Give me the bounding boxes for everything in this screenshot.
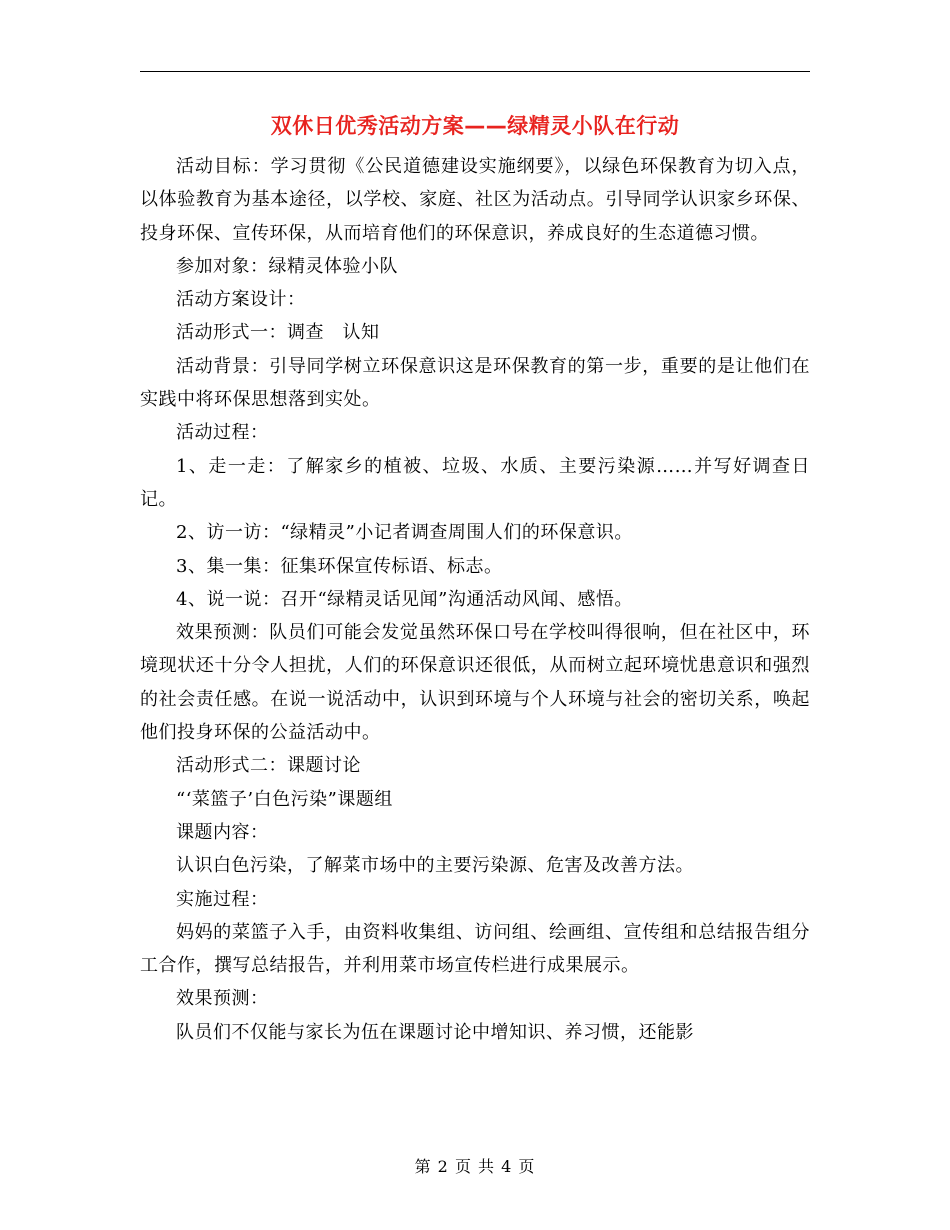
document-body — [140, 150, 810, 1049]
list-item-collect: 3、集一集：征集环保宣传标语、标志。 — [176, 555, 503, 577]
paragraph-effect-two: 队员们不仅能与家长为伍在课题讨论中增知识、养习惯，还能影 — [176, 1021, 694, 1043]
paragraph-effect-one: 效果预测：队员们可能会发觉虽然环保口号在学校叫得很响，但在社区中，环境现状还十分令人担扰，人们的环保意识还很低，从而树立起环境忧患意识和强烈的社会责任感。在说一说活动中，认识到环境与个人环境与社会的密切关系，唤起他们投身环保的公益活动中。 — [140, 622, 810, 744]
paragraph-topic-content: 认识白色污染，了解菜市场中的主要污染源、危害及改善方法。 — [176, 855, 694, 877]
paragraph-background: 活动背景：引导同学树立环保意识这是环保教育的第一步，重要的是让他们在实践中将环保思想落到实处。 — [140, 355, 810, 411]
page-number: 第 2 页 共 4 页 — [414, 1157, 536, 1176]
paragraph-process-heading: 活动过程： — [176, 422, 269, 444]
paragraph-topic-group: “‘菜篮子’白色污染”课题组 — [176, 788, 393, 810]
paragraph-participants: 参加对象：绿精灵体验小队 — [176, 255, 398, 277]
list-item-walk: 1、走一走：了解家乡的植被、垃圾、水质、主要污染源……并写好调查日记。 — [140, 455, 810, 510]
paragraph-form-two: 活动形式二：课题讨论 — [176, 755, 361, 777]
paragraph-effect-heading: 效果预测： — [176, 988, 269, 1010]
list-item-speak: 4、说一说：召开“绿精灵话见闻”沟通活动风闻、感悟。 — [176, 588, 633, 610]
paragraph-form-one: 活动形式一：调查 认知 — [176, 322, 380, 344]
paragraph-goal: 活动目标：学习贯彻《公民道德建设实施纲要》，以绿色环保教育为切入点，以体验教育为基本途径，以学校、家庭、社区为活动点。引导同学认识家乡环保、投身环保、宣传环保，从而培育他们的环保意识，养成良好的生态道德习惯。 — [140, 156, 810, 244]
paragraph-topic-heading: 课题内容： — [176, 821, 269, 843]
document-title: 双休日优秀活动方案——绿精灵小队在行动 — [270, 114, 680, 138]
paragraph-design-heading: 活动方案设计： — [176, 289, 306, 311]
paragraph-implementation: 妈妈的菜篮子入手，由资料收集组、访问组、绘画组、宣传组和总结报告组分工合作，撰写总结报告，并利用菜市场宣传栏进行成果展示。 — [140, 921, 810, 977]
list-item-visit: 2、访一访：“绿精灵”小记者调查周围人们的环保意识。 — [176, 522, 633, 544]
paragraph-implementation-heading: 实施过程： — [176, 888, 269, 910]
header-rule — [140, 71, 810, 72]
